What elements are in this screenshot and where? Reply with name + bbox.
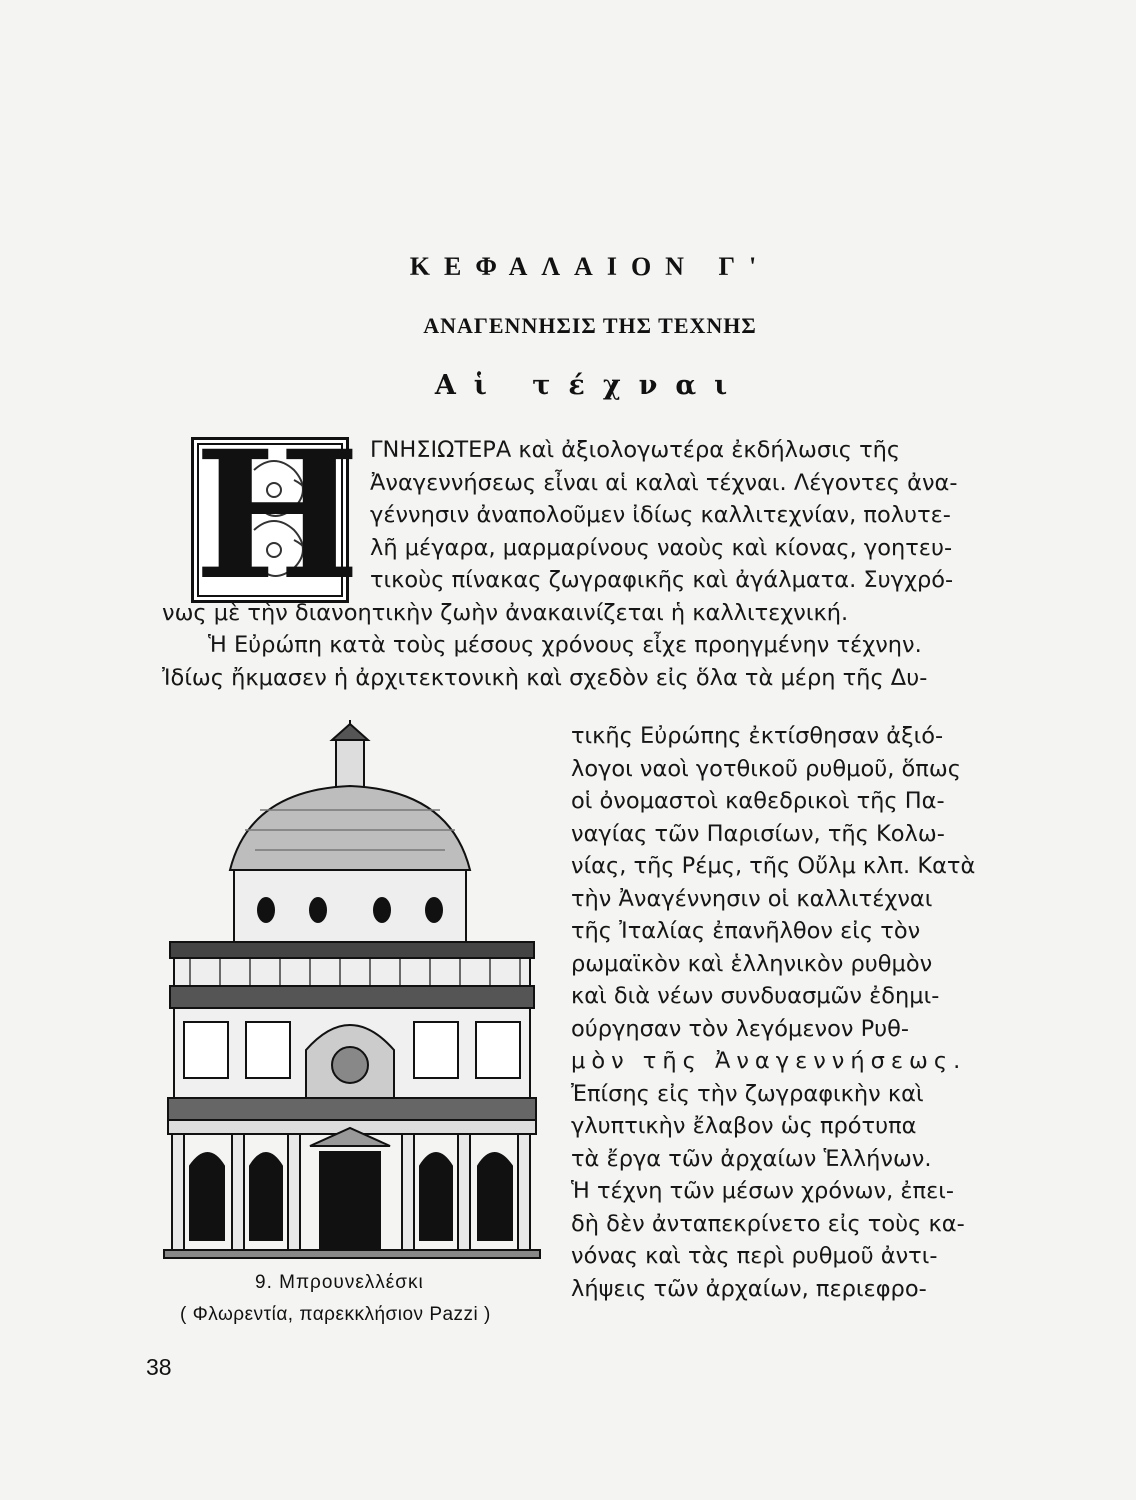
text-line: τὴν Ἀναγέννησιν οἱ καλλιτέχναι xyxy=(571,885,933,912)
text-line: ρωμαϊκὸν καὶ ἑλληνικὸν ρυθμὸν xyxy=(571,950,933,977)
text-line: τικοὺς πίνακας ζωγραφικῆς καὶ ἀγάλματα. Συγχρό- xyxy=(370,567,954,593)
figure-caption-title: 9. Μπρουνελλέσκι xyxy=(255,1272,424,1293)
page-number: 38 xyxy=(146,1354,172,1380)
text-line: τῆς Ἰταλίας ἐπανῆλθον εἰς τὸν xyxy=(571,918,921,944)
text-line: ναγίας τῶν Παρισίων, τῆς Κολω- xyxy=(571,820,945,847)
text-line: γλυπτικὴν ἔλαβον ὡς πρότυπα xyxy=(571,1113,917,1139)
text-line: καὶ διὰ νέων συνδυασμῶν ἐδημι- xyxy=(571,983,940,1009)
text-line: Ἐπίσης εἰς τὴν ζωγραφικὴν καὶ xyxy=(571,1080,924,1107)
text-line: Ἡ τέχνη τῶν μέσων χρόνων, ἐπει- xyxy=(571,1178,954,1204)
text-line: λογοι ναοὶ γοτθικοῦ ρυθμοῦ, ὅπως xyxy=(571,755,961,782)
text-line: γέννησιν ἀναπολοῦμεν ἰδίως καλλιτεχνίαν, πολυτε- xyxy=(370,502,951,528)
pazzi-chapel-illustration xyxy=(160,720,544,1260)
text-line: οἱ ὀνομαστοὶ καθεδρικοὶ τῆς Πα- xyxy=(571,788,945,814)
text-line: ΓΝΗΣΙΩΤΕΡΑ καὶ ἀξιολογωτέρα ἐκδήλωσις τῆς xyxy=(370,437,901,463)
text-line: Ἡ Εὐρώπη κατὰ τοὺς μέσους χρόνους εἶχε προηγμένην τέχνην. xyxy=(208,632,922,658)
section-title: ΑΝΑΓΕΝΝΗΣΙΣ ΤΗΣ ΤΕΧΝΗΣ xyxy=(423,313,757,338)
chapter-title: ΚΕΦΑΛΑΙΟΝ Γ' xyxy=(409,252,771,281)
text-line: νως μὲ τὴν διανοητικὴν ζωὴν ἀνακαινίζεται ἡ καλλιτεχνική. xyxy=(162,599,849,626)
text-line: τὰ ἔργα τῶν ἀρχαίων Ἑλλήνων. xyxy=(571,1145,932,1172)
text-line: ούργησαν τὸν λεγόμενον Ρυθ- xyxy=(571,1015,910,1042)
text-line: Ἰδίως ἤκμασεν ἡ ἀρχιτεκτονικὴ καὶ σχεδὸν εἰς ὅλα τὰ μέρη τῆς Δυ- xyxy=(162,664,928,691)
text-line: δὴ δὲν ἀνταπεκρίνετο εἰς τοὺς κα- xyxy=(571,1210,965,1237)
paragraph-right-column xyxy=(571,720,991,1305)
text-line: λήψεις τῶν ἀρχαίων, περιεφρο- xyxy=(571,1275,927,1302)
figure-caption-location: ( Φλωρεντία, παρεκκλήσιον Pazzi ) xyxy=(180,1304,491,1325)
text-line: λῆ μέγαρα, μαρμαρίνους ναοὺς καὶ κίονας, γοητευ- xyxy=(370,534,953,561)
text-line: Ἀναγεννήσεως εἶναι αἱ καλαὶ τέχναι. Λέγοντες ἀνα- xyxy=(370,469,958,496)
text-line: τικῆς Εὐρώπης ἐκτίσθησαν ἀξιό- xyxy=(571,723,944,749)
text-line: νίας, τῆς Ρέμς, τῆς Οὔλμ κλπ. Κατὰ xyxy=(571,853,976,879)
paragraph-top xyxy=(162,434,992,694)
text-line: μὸν τῆς Ἀναγεννήσεως. xyxy=(571,1048,967,1074)
drop-cap-letter: Η xyxy=(194,412,361,619)
subsection-title: Αἱ τέχναι xyxy=(434,370,746,401)
text-line: νόνας καὶ τὰς περὶ ρυθμοῦ ἀντι- xyxy=(571,1243,938,1269)
